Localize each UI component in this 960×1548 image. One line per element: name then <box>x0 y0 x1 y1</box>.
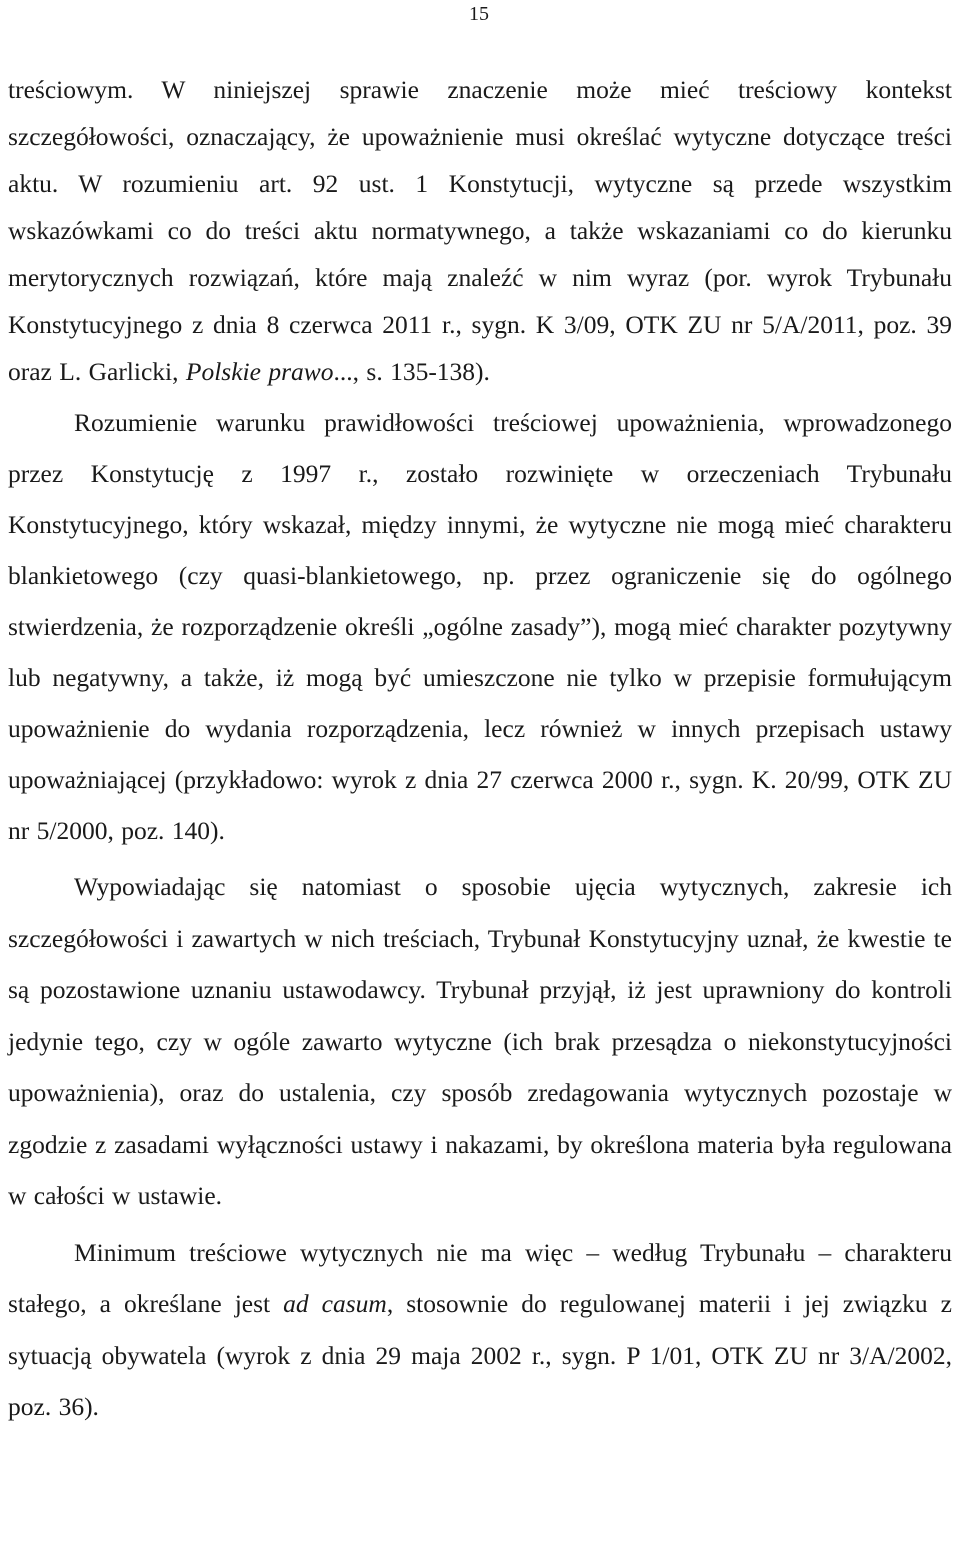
paragraph-3 <box>8 861 952 1222</box>
page-number-text: 15 <box>469 3 489 25</box>
document-body <box>8 66 952 1433</box>
paragraph-4 <box>8 1227 952 1433</box>
paragraph-1 <box>8 66 952 395</box>
text-run: Rozumienie warunku prawidłowości treściowej upoważnienia, wprowadzonego przez Konstytucję z 1997 r., zostało rozwinięte w orzeczeniach Trybunału Konstytucyjnego, który wskazał, między innymi, że wytyczne nie mogą mieć charakteru blankietowego (czy quasi-blankietowego, np. przez ograniczenie się do ogólnego stwierdzenia, że rozporządzenie określi „ogólne zasady”), mogą mieć charakter pozytywny lub negatywny, a także, iż mogą być umieszczone nie tylko w przepisie formułującym upoważnienie do wydania rozporządzenia, lecz również w innych przepisach ustawy upoważniającej (przykładowo: wyrok z dnia 27 czerwca 2000 r., sygn. K. 20/99, OTK ZU nr 5/2000, poz. 140). <box>8 408 952 845</box>
text-run: Wypowiadając się natomiast o sposobie ujęcia wytycznych, zakresie ich szczegółowości i zawartych w nich treściach, Trybunał Konstytucyjny uznał, że kwestie te są pozostawione uznaniu ustawodawcy. Trybunał przyjął, iż jest uprawniony do kontroli jedynie tego, czy w ogóle zawarto wytyczne (ich brak przesądza o niekonstytucyjności upoważnienia), oraz do ustalenia, czy sposób zredagowania wytycznych pozostaje w zgodzie z zasadami wyłączności ustawy i nakazami, by określona materia była regulowana w całości w ustawie. <box>8 872 952 1210</box>
text-run: Minimum treściowe wytycznych nie ma więc – według Trybunału – charakteru stałego, a określane jest <box>8 1237 952 1318</box>
text-run: , stosownie do regulowanej materii i jej związku z sytuacją obywatela (wyrok z dnia 29 maja 2002 r., sygn. P 1/01, OTK ZU nr 3/A/2002, poz. 36). <box>8 1289 952 1421</box>
italic-text: Polskie prawo <box>185 357 334 386</box>
paragraph-2 <box>8 397 952 856</box>
page-number <box>0 2 960 26</box>
italic-text: ad casum <box>283 1289 387 1318</box>
text-run: ..., s. 135-138). <box>333 357 490 386</box>
text-run: treściowym. W niniejszej sprawie znaczenie może mieć treściowy kontekst szczegółowości, oznaczający, że upoważnienie musi określać wytyczne dotyczące treści aktu. W rozumieniu art. 92 ust. 1 Konstytucji, wytyczne są przede wszystkim wskazówkami co do treści aktu normatywnego, a także wskazaniami co do kierunku merytorycznych rozwiązań, które mają znaleźć w nim wyraz (por. wyrok Trybunału Konstytucyjnego z dnia 8 czerwca 2011 r., sygn. K 3/09, OTK ZU nr 5/A/2011, poz. 39 oraz L. Garlicki, <box>8 75 952 386</box>
